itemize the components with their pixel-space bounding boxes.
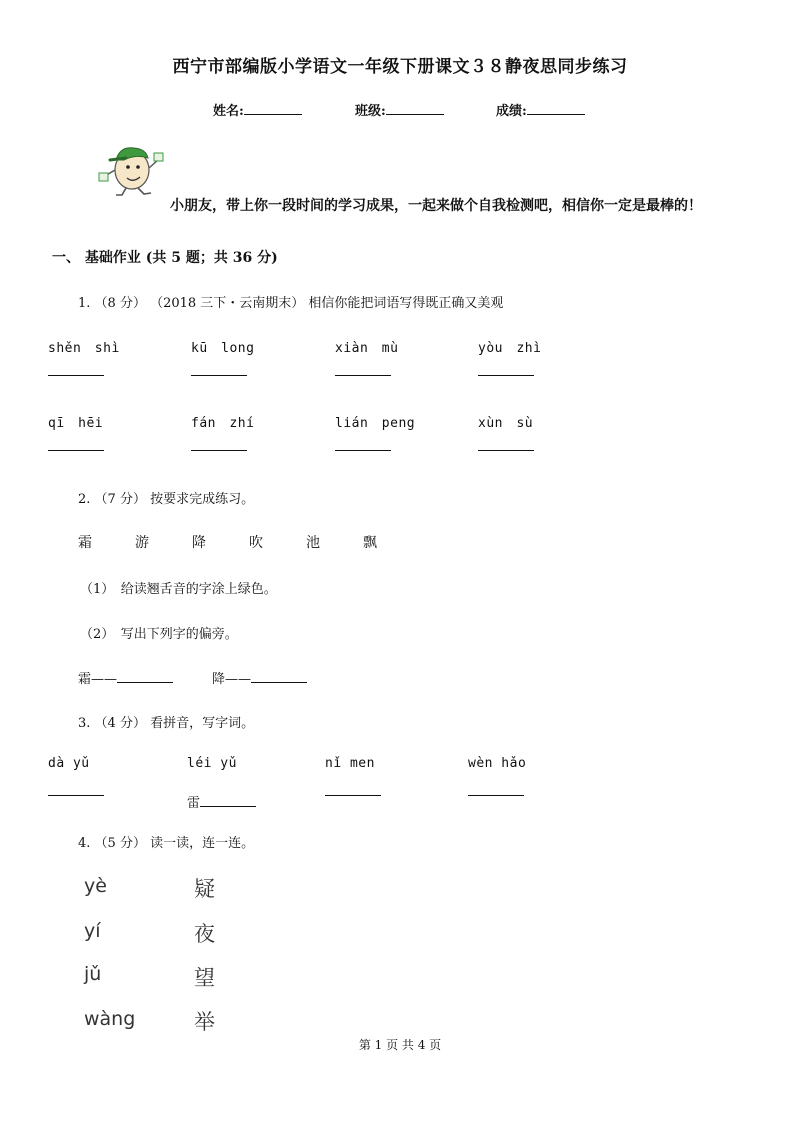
- q3-answer-2: [187, 792, 256, 811]
- q1-prompt: 1. （8 分） （2018 三下・云南期末） 相信你能把词语写得既正确又美观: [78, 296, 504, 311]
- q1-pinyin-6: fán zhí: [191, 416, 255, 431]
- q4-left-3[interactable]: jǔ: [84, 963, 102, 985]
- q1-answer-blank[interactable]: [335, 375, 391, 376]
- q4-left-4[interactable]: wàng: [84, 1008, 136, 1030]
- q4-right-3[interactable]: 望: [194, 966, 215, 990]
- q2-char[interactable]: 池: [306, 535, 320, 551]
- page-footer: 第 1 页 共 4 页: [358, 1038, 442, 1052]
- q1-pinyin-1: shěn shì: [48, 341, 120, 356]
- q3-answer-blank[interactable]: [48, 795, 104, 796]
- q2-sub1: （1） 给读翘舌音的字涂上绿色。: [80, 582, 277, 597]
- q2-char[interactable]: 降: [192, 535, 206, 551]
- class-field[interactable]: [355, 100, 444, 119]
- q2-sub2: （2） 写出下列字的偏旁。: [80, 627, 238, 642]
- q3-prompt: 3. （4 分） 看拼音，写字词。: [78, 716, 255, 731]
- q3-pinyin-4: wèn hǎo: [468, 756, 527, 771]
- q2-fill-a-blank[interactable]: [117, 670, 173, 683]
- score-blank[interactable]: [527, 102, 585, 115]
- q2-character-row: [78, 532, 420, 552]
- q2-fill-b-label: 降——: [212, 672, 252, 687]
- q3-pinyin-2: léi yǔ: [187, 756, 237, 771]
- q4-prompt: 4. （5 分） 读一读，连一连。: [78, 836, 255, 851]
- q3-prefix: 雷: [187, 796, 201, 811]
- q1-answer-blank[interactable]: [478, 375, 534, 376]
- q3-answer-blank[interactable]: [325, 795, 381, 796]
- q4-right-4[interactable]: 举: [194, 1010, 215, 1034]
- class-blank[interactable]: [386, 102, 444, 115]
- q1-answer-blank[interactable]: [191, 375, 247, 376]
- q2-prompt: 2. （7 分） 按要求完成练习。: [78, 492, 255, 507]
- q1-answer-blank[interactable]: [48, 450, 104, 451]
- q1-answer-blank[interactable]: [191, 450, 247, 451]
- q4-left-1[interactable]: yè: [84, 875, 107, 897]
- q2-fill-a: [78, 668, 173, 687]
- q1-pinyin-4: yòu zhì: [478, 341, 542, 356]
- name-field[interactable]: [213, 100, 302, 119]
- q3-pinyin-3: nǐ men: [325, 756, 375, 771]
- q4-right-1[interactable]: 疑: [194, 877, 215, 901]
- q1-answer-blank[interactable]: [478, 450, 534, 451]
- section-heading: 一、 基础作业 (共 5 题；共 36 分): [52, 250, 278, 266]
- q1-pinyin-8: xùn sù: [478, 416, 534, 431]
- score-field[interactable]: [496, 100, 585, 119]
- name-label: 姓名:: [213, 104, 244, 119]
- q2-fill-a-label: 霜——: [78, 672, 118, 687]
- score-label: 成绩:: [496, 104, 527, 119]
- q2-char[interactable]: 游: [135, 535, 149, 551]
- q2-fill-b-blank[interactable]: [251, 670, 307, 683]
- q1-pinyin-5: qī hēi: [48, 416, 104, 431]
- q4-left-2[interactable]: yí: [84, 920, 101, 942]
- q1-answer-blank[interactable]: [48, 375, 104, 376]
- q1-pinyin-2: kū long: [191, 341, 255, 356]
- q1-pinyin-7: lián peng: [335, 416, 416, 431]
- q1-answer-blank[interactable]: [335, 450, 391, 451]
- class-label: 班级:: [355, 104, 386, 119]
- page-title: 西宁市部编版小学语文一年级下册课文３８静夜思同步练习: [172, 57, 628, 77]
- q3-pinyin-1: dà yǔ: [48, 756, 90, 771]
- q2-char[interactable]: 霜: [78, 535, 92, 551]
- greeting-text: 小朋友，带上你一段时间的学习成果，一起来做个自我检测吧，相信你一定是最棒的！: [170, 198, 702, 214]
- q2-char[interactable]: 吹: [249, 535, 263, 551]
- q3-answer-blank[interactable]: [468, 795, 524, 796]
- q1-pinyin-3: xiàn mù: [335, 341, 399, 356]
- mascot-illustration: [96, 140, 166, 198]
- q3-answer-blank[interactable]: [200, 794, 256, 807]
- q2-fill-b: [212, 668, 307, 687]
- q2-char[interactable]: 飘: [363, 535, 377, 551]
- q4-right-2[interactable]: 夜: [194, 922, 215, 946]
- name-blank[interactable]: [244, 102, 302, 115]
